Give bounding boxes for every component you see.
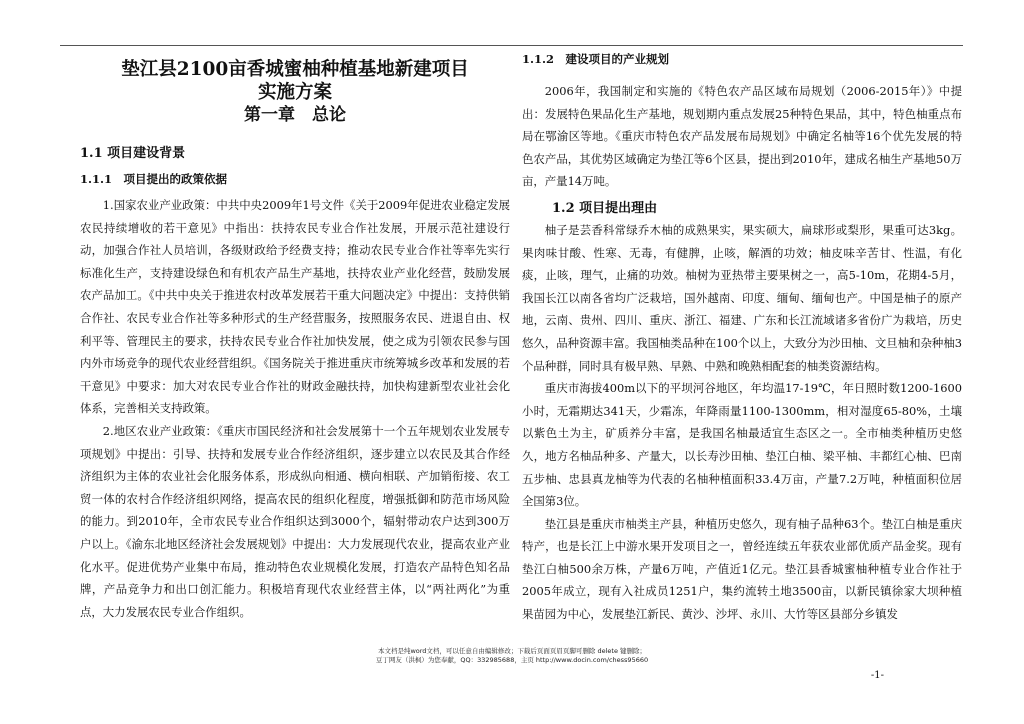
left-column <box>80 50 510 623</box>
paragraph-policy-national: 1.国家农业产业政策：中共中央2009年1号文件《关于2009年促进农业稳定发展农民持续增收的若干意见》中指出：扶持农民专业合作社发展，开展示范社建设行动，加强合作社人员培训，各级财政给予经费支持；推动农民专业合作社等率先实行标准化生产，支持建设绿色和有机农产品生产基地，扶持农业产业化经营，鼓励发展农产品加工。《中共中央关于推进农村改革发展若干重大问题决定》中提出：支持供销合作社、农民专业合作社等多种形式的生产经营服务，按照服务农民、进退自由、权利平等、管理民主的要求，扶持农民专业合作社加快发展，使之成为引领农民参与国内外市场竞争的现代农业经营组织。《国务院关于推进重庆市统筹城乡改革和发展的若干意见》中要求：加大对农民专业合作社的财政金融扶持，加快构建新型农业社会化体系，完善相关支持政策。 <box>80 198 510 416</box>
section-heading-1-1-2: 1.1.2 建设项目的产业规划 <box>522 52 670 66</box>
paragraph-industry-plan: 2006年，我国制定和实施的《特色农产品区域布局规划（2006-2015年）》中提出：发展特色果品化生产基地，规划期内重点发展25种特色果品，其中，特色柚重点布局在鄂渝区等地。《重庆市特色农产品发展布局规划》中确定名柚等16个优先发展的特色农产品，其优势区域确定为垫江等6个区县，提出到2010年，建成名柚生产基地50万亩，产量14万吨。 <box>522 84 962 189</box>
section-heading-1-1-1: 1.1.1 项目提出的政策依据 <box>80 172 228 186</box>
section-heading-1-2: 1.2 项目提出理由 <box>552 200 658 216</box>
document-title: 垫江县2100亩香城蜜柚种植基地新建项目 <box>121 59 469 80</box>
document-subtitle: 实施方案 <box>257 82 332 103</box>
paragraph-reason-dianjiang: 垫江县是重庆市柚类主产县，种植历史悠久，现有柚子品种63个。垫江白柚是重庆特产，也是长江上中游水果开发项目之一，曾经连续五年获农业部优质产品金奖。现有垫江白柚500余万株，产量6万吨，产值近1亿元。垫江县香城蜜柚种植专业合作社于2005年成立，现有入社成员1251户，集约流转土地3500亩，以新民镇徐家大坝种植果苗园为中心，发展垫江新民、黄沙、沙坪、永川、大竹等区县部分乡镇发 <box>522 516 962 622</box>
footer-note <box>0 647 1024 665</box>
right-column <box>522 50 962 626</box>
footer-line-1: 本文档是纯word文档，可以任意自由编辑修改；下载后页面页眉页脚可删除 delete 键删除； <box>377 647 647 655</box>
paragraph-policy-regional: 2.地区农业产业政策：《重庆市国民经济和社会发展第十一个五年规划农业发展专项规划》中提出：引导、扶持和发展专业合作经济组织，逐步建立以农民及其合作经济组织为主体的农业社会化服务体系，形成纵向相通、横向相联、产加销衔接、农工贸一体的农村合作经济组织网络，提高农民的组织化程度，增强抵御和防范市场风险的能力。到2010年，全市农民专业合作组织达到3000个，辐射带动农户达到300万户以上。《渝东北地区经济社会发展规划》中提出：大力发展现代农业，提高农业产业化水平。促进优势产业集中布局，推动特色农业规模化发展，打造农产品特色知名品牌，产品竞争力和出口创汇能力。积极培育现代农业经营主体，以“两社两化”为重点，大力发展农民专业合作组织。 <box>80 423 510 619</box>
paragraph-reason-chongqing: 重庆市海拔400m以下的平坝河谷地区，年均温17-19℃，年日照时数1200-1600小时，无霜期达341天，少霜冻，年降雨量1100-1300mm，相对湿度65-80%，土壤以紫色土为主，矿质养分丰富，是我国名柚最适宜生态区之一。全市柚类种植历史悠久，地方名柚品种多、产量大，以长寿沙田柚、垫江白柚、梁平柚、丰都红心柚、巴南五步柚、忠县真龙柚等为代表的名柚种植面积33.4万亩，产量7.2万吨，种植面积位居全国第3位。 <box>522 381 962 509</box>
page-number: -1- <box>870 670 884 681</box>
chapter-title: 第一章 总论 <box>244 105 346 125</box>
section-heading-1-1: 1.1 项目建设背景 <box>80 146 186 161</box>
header-rule <box>60 45 963 46</box>
paragraph-reason-pomelo: 柚子是芸香科常绿乔木柚的成熟果实，果实硕大，扁球形或梨形，果重可达3kg。果肉味甘酸、性寒、无毒，有健脾，止咳，解酒的功效；柚皮味辛苦甘、性温，有化痰，止咳，理气，止痛的功效。柚树为亚热带主要果树之一，高5-10m，花期4-5月，我国长江以南各省均广泛栽培，国外越南、印度、缅甸、缅甸也产。中国是柚子的原产地，云南、贵州、四川、重庆、浙江、福建、广东和长江流域诸多省份广为栽培，历史悠久，品种资源丰富。我国柚类品种在100个以上，大致分为沙田柚、文旦柚和杂种柚3个品种群，同时具有极早熟、早熟、中熟和晚熟相配套的柚类资源结构。 <box>522 222 962 373</box>
footer-line-2: 豆丁网友（洪枫）为您奉献，QQ：332985688，主页 http://www.docin.com/chess95660 <box>375 656 649 664</box>
